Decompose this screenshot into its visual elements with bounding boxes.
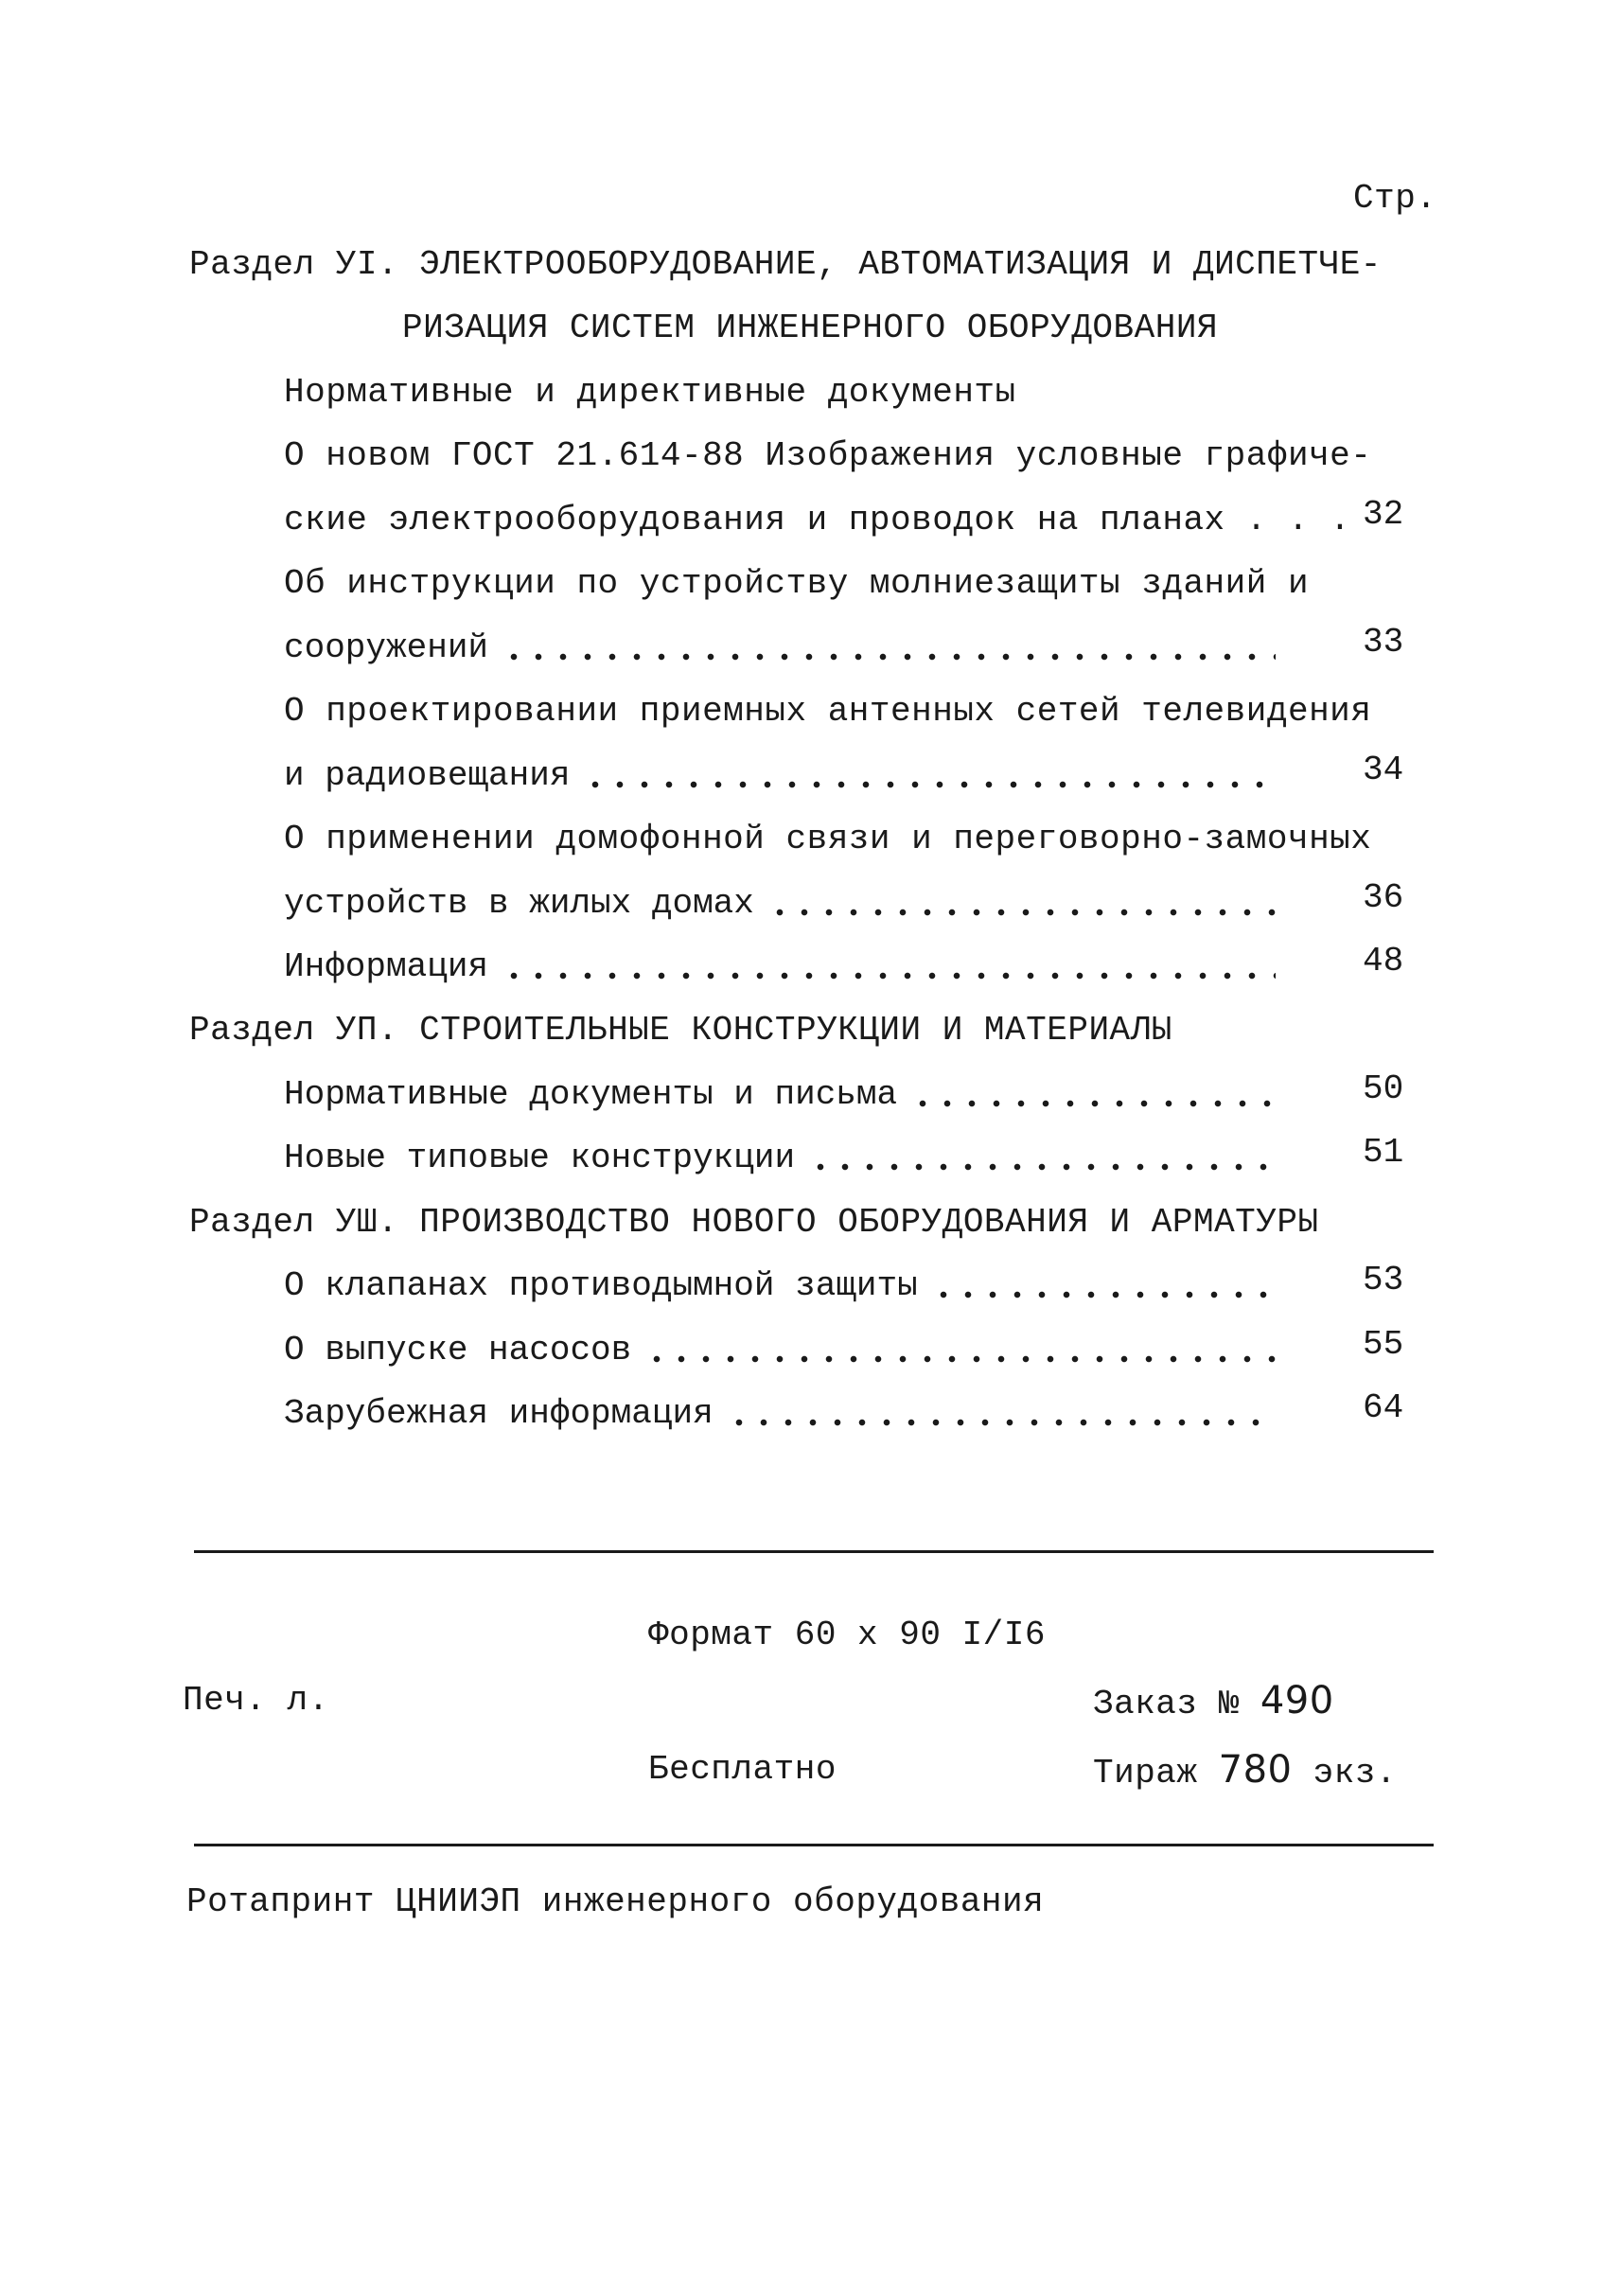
dot-leader [910, 1099, 1276, 1108]
imprint-printer: Ротапринт ЦНИИЭП инженерного оборудования [186, 1882, 1045, 1921]
entry-new-constructions: Новые типовые конструкции [284, 1139, 796, 1177]
toc-row-valves [284, 1265, 1287, 1307]
section-6-title-line1: Раздел УI. ЭЛЕКТРООБОРУДОВАНИЕ, АВТОМАТИЗАЦИЯ И ДИСПЕТЧЕ- [189, 245, 1382, 284]
toc-row-antenna [284, 755, 1287, 797]
print-run-label: Тираж [1093, 1754, 1198, 1793]
print-run-unit: экз. [1313, 1754, 1398, 1793]
dot-leader [767, 908, 1276, 917]
entry-valves: О клапанах противодымной защиты [284, 1266, 918, 1305]
page-number: 33 [1363, 623, 1404, 662]
toc-row-foreign [284, 1393, 1287, 1435]
imprint-sheets: Печ. л. [183, 1681, 329, 1720]
toc-row-info [284, 946, 1287, 988]
page-number: 48 [1363, 942, 1404, 980]
dot-leader [502, 652, 1276, 662]
entry-intercom-line2: устройств в жилых домах [284, 884, 754, 923]
entry-pumps: О выпуске насосов [284, 1331, 632, 1369]
page-number: 36 [1363, 878, 1404, 917]
page-number: 55 [1363, 1325, 1404, 1364]
entry-lightning-line1: Об инструкции по устройству молниезащиты зданий и [284, 564, 1310, 603]
section-8-title: Раздел УШ. ПРОИЗВОДСТВО НОВОГО ОБОРУДОВАНИЯ И АРМАТУРЫ [189, 1203, 1319, 1242]
entry-info: Информация [284, 947, 489, 986]
section-6-title-line2: РИЗАЦИЯ СИСТЕМ ИНЖЕНЕРНОГО ОБОРУДОВАНИЯ [402, 309, 1219, 347]
print-run-value: 780 [1218, 1748, 1293, 1792]
dot-leader [808, 1162, 1276, 1172]
toc-row-lightning [284, 627, 1287, 669]
entry-gost-line1: О новом ГОСТ 21.614-88 Изображения условные графиче- [284, 436, 1372, 475]
entry-antenna-line1: О проектировании приемных антенных сетей телевидения [284, 692, 1372, 731]
page-column-label: Стр. [1353, 179, 1437, 218]
order-label: Заказ № [1093, 1685, 1240, 1723]
entry-normative-letters: Нормативные документы и письма [284, 1075, 898, 1114]
imprint-format: Формат 60 х 90 I/I6 [648, 1616, 1046, 1654]
imprint-free: Бесплатно [648, 1750, 837, 1789]
entry-foreign: Зарубежная информация [284, 1394, 714, 1433]
dot-leader [502, 971, 1276, 980]
toc-row-pumps [284, 1330, 1287, 1371]
entry-intercom-line1: О применении домофонной связи и переговорно-замочных [284, 820, 1372, 858]
page-number: 53 [1363, 1261, 1404, 1299]
page-number: 64 [1363, 1388, 1404, 1427]
entry-gost-line2: ские электрооборудования и проводок на планах . . . [284, 501, 1351, 539]
toc-row-new-constructions [284, 1138, 1287, 1179]
toc-row-intercom [284, 883, 1287, 925]
page-number: 51 [1363, 1133, 1404, 1172]
toc-row-normative-letters [284, 1074, 1287, 1116]
dot-leader [727, 1418, 1276, 1427]
page-number: 34 [1363, 751, 1404, 789]
divider-top [194, 1550, 1434, 1553]
divider-bottom [194, 1844, 1434, 1846]
page-number: 50 [1363, 1069, 1404, 1108]
imprint-print-run [1093, 1749, 1397, 1794]
entry-lightning-line2: сооружений [284, 628, 489, 667]
dot-leader [583, 780, 1276, 789]
page-number: 32 [1363, 495, 1404, 534]
section-7-title: Раздел УП. СТРОИТЕЛЬНЫЕ КОНСТРУКЦИИ И МАТЕРИАЛЫ [189, 1011, 1172, 1050]
imprint-order [1093, 1680, 1334, 1725]
dot-leader [931, 1290, 1276, 1299]
entry-normative-docs: Нормативные и директивные документы [284, 373, 1016, 412]
entry-antenna-line2: и радиовещания [284, 756, 571, 795]
order-number: 490 [1260, 1679, 1334, 1722]
dot-leader [644, 1354, 1276, 1364]
